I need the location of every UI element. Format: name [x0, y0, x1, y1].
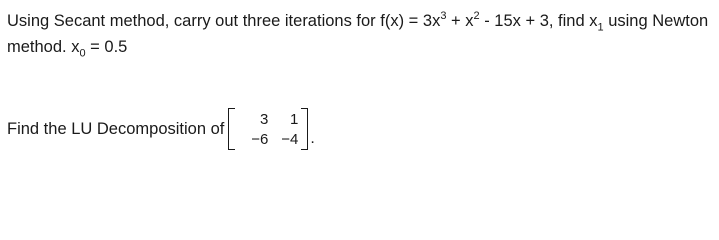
exponent-3: 3 — [440, 9, 447, 22]
matrix-left-bracket — [228, 108, 235, 150]
question1-mid1: + x — [446, 12, 474, 30]
question1-mid3: using Newton method. x — [7, 12, 709, 56]
matrix-right-bracket — [301, 108, 308, 150]
question-lu-decomposition — [7, 104, 315, 154]
question-secant-method — [7, 8, 712, 60]
exponent-2: 2 — [473, 9, 480, 22]
question1-intro: Using Secant method, carry out three iterations for f(x) = 3x — [7, 12, 441, 30]
question1-end: = 0.5 — [85, 38, 128, 56]
matrix-cell: −6 — [251, 130, 269, 148]
subscript-1: 1 — [597, 21, 604, 34]
matrix — [228, 108, 308, 150]
question1-mid2: - 15x + 3, find x — [479, 12, 598, 30]
subscript-0: 0 — [79, 47, 86, 60]
matrix-grid — [235, 108, 301, 150]
matrix-cell: 3 — [260, 110, 269, 128]
question2-text: Find the LU Decomposition of — [7, 119, 225, 138]
matrix-cell: −4 — [281, 130, 299, 148]
matrix-cell: 1 — [290, 110, 299, 128]
period: . — [310, 130, 315, 147]
